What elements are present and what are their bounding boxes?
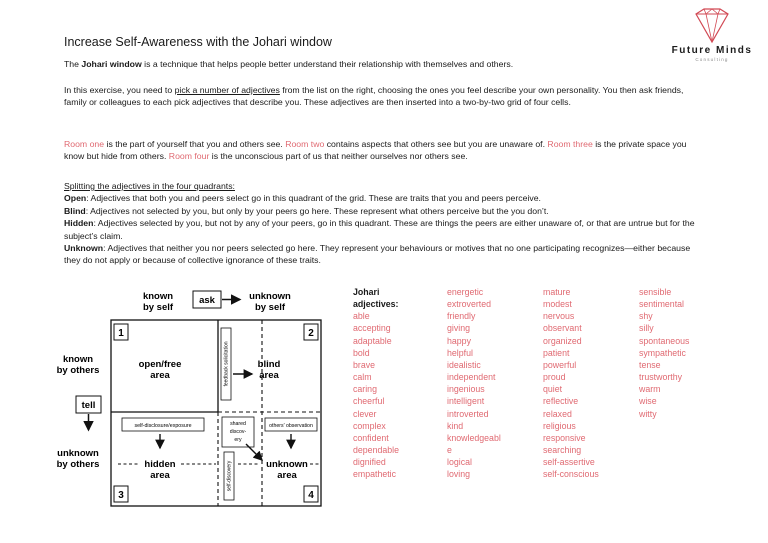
room-one-label: Room one (64, 139, 105, 149)
adjective: patient (543, 347, 570, 358)
adjective: relaxed (543, 408, 572, 419)
open-text: : Adjectives that both you and peers select go in this quadrant of the grid. These are traits that you and peers perceive. (86, 193, 541, 204)
adjective: dignified (353, 457, 386, 468)
room-four-label: Room four (168, 151, 210, 162)
intro-paragraph (64, 58, 704, 70)
quadrant-blind-desc (64, 205, 704, 217)
adjective: bold (353, 347, 370, 358)
adjective: spontaneous (639, 335, 690, 346)
room-two-label: Room two (285, 139, 325, 149)
exercise-post: from the list on the right, choosing the ones you feel describe your own personality. You then ask friends, family or colleagues to each pick adjectives that describe you. These adjectives are then inserted into a two-by-two grid of four cells. (64, 85, 684, 108)
adjective: loving (447, 469, 470, 480)
adjective: religious (543, 420, 576, 431)
unknown-by-self-label-1: unknown (249, 291, 291, 302)
adjective: tense (639, 359, 661, 370)
johari-diagram (48, 284, 338, 514)
adjective: calm (353, 372, 372, 383)
unknown-area-label-2: area (277, 470, 297, 481)
hidden-text: : Adjectives selected by you, but not by any of your peers, go in this quadrant. These are things the peers are either unaware of, or that are untrue but for the subject’s claim. (64, 218, 695, 241)
unknown-by-others-label-2: by others (56, 459, 100, 470)
self-discovery-label: self-discovery (226, 460, 233, 492)
exercise-paragraph (64, 84, 704, 109)
shared-discovery-label-1: shared (230, 421, 246, 427)
adjective: modest (543, 299, 572, 310)
adjective: dependable (353, 445, 399, 456)
quadrant-hidden-desc (64, 217, 704, 242)
adjective: brave (353, 359, 376, 370)
diamond-logo-icon (690, 8, 734, 44)
adjective: organized (543, 335, 582, 346)
adjective: sentimental (639, 299, 684, 310)
adjective: self-conscious (543, 469, 599, 480)
room-three-text: is the private space you know but hide from others. (64, 139, 687, 162)
quadrant-open-desc (64, 192, 704, 204)
adjective: empathetic (353, 469, 397, 480)
adjective-column-2 (447, 286, 501, 481)
adjective: happy (447, 335, 471, 346)
adjective: reflective (543, 396, 579, 407)
adjective: ingenious (447, 384, 485, 395)
adjective: witty (639, 408, 657, 419)
shared-discovery-label-2: discov- (229, 429, 247, 435)
adjective: complex (353, 420, 386, 431)
cell-number-3: 3 (118, 490, 124, 501)
adjective: able (353, 311, 370, 322)
quadrants-section (64, 180, 704, 267)
blind-area-label-1: blind (257, 359, 281, 370)
cell-number-4: 4 (308, 490, 314, 501)
shared-discovery-label-3: ery (234, 437, 242, 443)
adjective: sympathetic (639, 347, 686, 358)
open-area-label-2: area (150, 370, 170, 381)
ask-label: ask (199, 295, 215, 306)
adjective: observant (543, 323, 582, 334)
adjective: idealistic (447, 359, 481, 370)
adjective: clever (353, 408, 377, 419)
adjective: logical (447, 457, 472, 468)
cell-number-1: 1 (118, 328, 124, 339)
adjective: independent (447, 372, 496, 383)
room-two-text: contains aspects that others see but you are unaware of. (324, 139, 548, 149)
adjective: warm (639, 384, 661, 395)
intro-post: is a technique that helps people better understand their relationship with themselves and others. (141, 59, 514, 69)
blind-text: : Adjectives not selected by you, but only by your peers go here. These represent what others perceive but the you don’t. (85, 205, 549, 216)
adjective: nervous (543, 311, 575, 322)
intro-pre: The (64, 59, 82, 69)
adjective: confident (353, 432, 389, 443)
hidden-area-label-1: hidden (144, 459, 176, 470)
adjective-column-4 (639, 286, 689, 420)
adjective-column-3 (543, 286, 599, 481)
adjective: mature (543, 287, 571, 297)
exercise-pre: In this exercise, you need to (64, 85, 175, 95)
feedback-label: feedback solicitation (223, 341, 230, 387)
tell-label: tell (81, 400, 96, 411)
hidden-label: Hidden (64, 218, 94, 229)
known-by-self-label-1: known (142, 291, 174, 302)
unknown-by-others-label-1: unknown (57, 448, 99, 459)
rooms-paragraph (64, 138, 704, 163)
page-title: Increase Self-Awareness with the Johari window (64, 35, 332, 49)
adjective: wise (639, 396, 657, 407)
adjective: friendly (447, 311, 476, 322)
adjective: introverted (447, 408, 489, 419)
others-observation-label: others' observation (269, 423, 313, 429)
adjectives-header-2: adjectives: (353, 299, 399, 310)
adjective: caring (353, 384, 377, 395)
adjective: sensible (639, 287, 672, 297)
unknown-area-label-1: unknown (266, 459, 308, 470)
adjective: cheerful (353, 396, 385, 407)
adjective: e (447, 445, 452, 456)
cell-number-2: 2 (308, 328, 314, 339)
known-by-others-label-2: by others (56, 365, 100, 376)
adjective: quiet (543, 384, 563, 395)
adjective: extroverted (447, 299, 492, 310)
unknown-text: : Adjectives that neither you nor peers selected go here. They represent your behaviours or motives that no one participating recognizes—either because they do not apply or because of collective ignorance of these traits. (64, 243, 691, 266)
adjective: intelligent (447, 396, 485, 407)
adjective: responsive (543, 432, 586, 443)
room-three-label: Room three (547, 139, 593, 149)
logo-brand: Future Minds (671, 45, 753, 56)
adjective: giving (447, 323, 470, 334)
quadrants-heading: Splitting the adjectives in the four quadrants: (64, 181, 235, 191)
blind-area-label-2: area (259, 370, 279, 381)
room-four-text: is the unconscious part of us that neither ourselves nor others see. (209, 151, 468, 162)
adjective: shy (639, 311, 653, 322)
open-label: Open (64, 193, 87, 204)
unknown-by-self-label-2: by self (254, 302, 286, 313)
adjective: searching (543, 445, 582, 456)
adjective: proud (543, 372, 566, 383)
adjective: kind (447, 420, 464, 431)
adjective: accepting (353, 323, 391, 334)
blind-label: Blind (64, 205, 86, 216)
known-by-others-label-1: known (62, 354, 94, 365)
open-area-label-1: open/free (138, 359, 182, 370)
self-disclosure-label: self-disclosure/exposure (134, 423, 192, 429)
adjective: silly (639, 323, 654, 334)
adjective: trustworthy (639, 372, 683, 383)
adjective: energetic (447, 287, 484, 297)
adjective: self-assertive (543, 457, 595, 468)
adjective: powerful (543, 359, 577, 370)
adjective-column-1 (353, 286, 399, 481)
logo-sub: Consulting (695, 57, 729, 62)
unknown-label: Unknown (64, 243, 104, 254)
quadrant-unknown-desc (64, 242, 704, 267)
intro-bold: Johari window (81, 59, 142, 69)
adjective: adaptable (353, 335, 392, 346)
exercise-underlined: pick a number of adjectives (174, 85, 280, 95)
known-by-self-label-2: by self (142, 302, 174, 313)
adjective: helpful (447, 347, 473, 358)
adjective: knowledgeabl (447, 432, 501, 443)
room-one-text: is the part of yourself that you and others see. (104, 139, 286, 149)
hidden-area-label-2: area (150, 470, 170, 481)
adjectives-header-1: Johari (353, 287, 380, 297)
